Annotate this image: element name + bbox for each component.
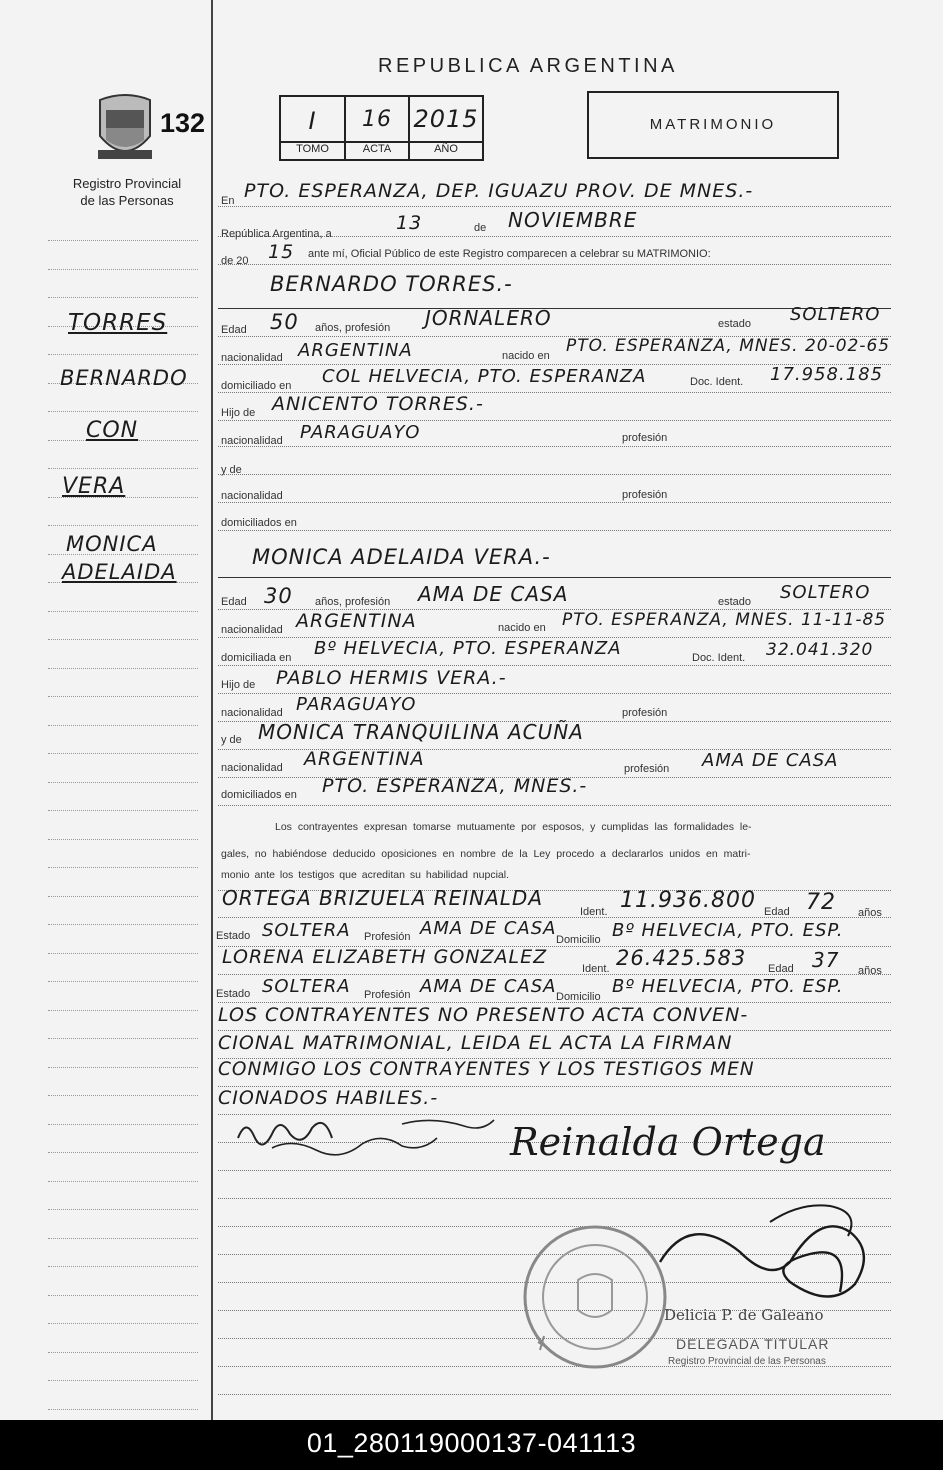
ruled-line bbox=[218, 264, 891, 265]
margin-groom-surname: TORRES bbox=[68, 310, 168, 336]
margin-ruled-line bbox=[48, 1067, 198, 1068]
ceremony-day: 13 bbox=[396, 212, 423, 234]
margin-ruled-line bbox=[48, 411, 198, 412]
margin-ruled-line bbox=[48, 668, 198, 669]
ruled-line bbox=[218, 206, 891, 207]
bride-mother-prof-label: profesión bbox=[624, 763, 670, 775]
margin-ruled-line bbox=[48, 639, 198, 640]
ruled-line bbox=[218, 502, 891, 503]
margin-ruled-line bbox=[48, 1352, 198, 1353]
margin-ruled-line bbox=[48, 525, 198, 526]
margin-ruled-line bbox=[48, 269, 198, 270]
witness-1-age: 72 bbox=[806, 890, 836, 915]
official-registry: Registro Provincial de las Personas bbox=[668, 1356, 826, 1367]
groom-estado-label: estado bbox=[718, 318, 752, 330]
witness-2-domicilio: Bº HELVECIA, PTO. ESP. bbox=[612, 976, 844, 997]
bride-estado: SOLTERO bbox=[780, 582, 871, 603]
witness-2-profesion-label: Profesión bbox=[364, 989, 411, 1001]
bride-estado-label: estado bbox=[718, 596, 752, 608]
groom-domiciliado-label: domiciliado en bbox=[221, 380, 292, 392]
tomo-value: I bbox=[308, 107, 317, 135]
official-signature bbox=[650, 1192, 880, 1322]
notes-line-4: CIONADOS HABILES.- bbox=[218, 1087, 439, 1109]
groom-edad-label: Edad bbox=[221, 324, 247, 336]
groom-mother-nat-label: nacionalidad bbox=[221, 490, 283, 502]
tomo-acta-anio-box bbox=[279, 95, 484, 161]
bride-father: PABLO HERMIS VERA.- bbox=[276, 667, 507, 689]
bride-section-rule bbox=[218, 577, 891, 578]
witness-2-ident: 26.425.583 bbox=[616, 946, 747, 970]
margin-ruled-line bbox=[48, 981, 198, 982]
anio-value: 2015 bbox=[413, 105, 479, 133]
witness-1-anos-label: años bbox=[858, 907, 882, 919]
margin-ruled-line bbox=[48, 810, 198, 811]
margin-ruled-line bbox=[48, 924, 198, 925]
margin-ruled-line bbox=[48, 240, 198, 241]
de20-label: de 20 bbox=[221, 255, 249, 267]
witness-1-domicilio: Bº HELVECIA, PTO. ESP. bbox=[612, 920, 844, 941]
margin-ruled-line bbox=[48, 468, 198, 469]
groom-address: COL HELVECIA, PTO. ESPERANZA bbox=[322, 366, 647, 387]
ruled-line bbox=[218, 446, 891, 447]
groom-domiciliados-label: domiciliados en bbox=[221, 517, 297, 529]
margin-bride-surname: VERA bbox=[62, 474, 126, 499]
bride-doc: 32.041.320 bbox=[766, 640, 874, 660]
bride-address: Bº HELVECIA, PTO. ESPERANZA bbox=[314, 638, 622, 659]
bride-doc-label: Doc. Ident. bbox=[692, 652, 746, 664]
bride-nacido-label: nacido en bbox=[498, 622, 546, 634]
ceremony-year: 15 bbox=[268, 241, 295, 263]
witness-1-profesion-label: Profesión bbox=[364, 931, 411, 943]
ruled-line bbox=[218, 1002, 891, 1003]
notes-line-2: CIONAL MATRIMONIAL, LEIDA EL ACTA LA FIRMAN bbox=[218, 1032, 733, 1054]
margin-divider bbox=[211, 0, 213, 1420]
ruled-line bbox=[218, 474, 891, 475]
bride-mother: MONICA TRANQUILINA ACUÑA bbox=[258, 720, 584, 744]
margin-ruled-line bbox=[48, 1010, 198, 1011]
ruled-line bbox=[218, 1394, 891, 1395]
witness-2-profesion: AMA DE CASA bbox=[420, 976, 557, 997]
groom-father-prof-label: profesión bbox=[622, 432, 668, 444]
type-label: MATRIMONIO bbox=[649, 116, 777, 133]
margin-ruled-line bbox=[48, 953, 198, 954]
margin-ruled-line bbox=[48, 1095, 198, 1096]
ruled-line bbox=[218, 1170, 891, 1171]
groom-father-nat-label: nacionalidad bbox=[221, 435, 283, 447]
official-name: Delicia P. de Galeano bbox=[664, 1306, 824, 1324]
groom-doc-label: Doc. Ident. bbox=[690, 376, 744, 388]
witness-signature: Reinalda Ortega bbox=[510, 1120, 826, 1164]
republica-label: República Argentina, a bbox=[221, 228, 332, 240]
scan-code: 01_280119000137-041113 bbox=[0, 1420, 943, 1470]
groom-estado: SOLTERO bbox=[790, 304, 881, 325]
margin-ruled-line bbox=[48, 867, 198, 868]
witness-2-anos-label: años bbox=[858, 965, 882, 977]
groom-nacido-label: nacido en bbox=[502, 350, 550, 362]
margin-con: CON bbox=[86, 418, 139, 443]
margin-ruled-line bbox=[48, 1181, 198, 1182]
witness-1-ident-label: Ident. bbox=[580, 906, 608, 918]
bride-father-prof-label: profesión bbox=[622, 707, 668, 719]
margin-ruled-line bbox=[48, 297, 198, 298]
witness-2-age: 37 bbox=[812, 948, 840, 972]
acta-value: 16 bbox=[362, 107, 392, 132]
groom-age: 50 bbox=[270, 310, 299, 334]
groom-birth: PTO. ESPERANZA, MNES. 20-02-65 bbox=[566, 336, 891, 356]
bride-edad-label: Edad bbox=[221, 596, 247, 608]
bride-mother-nationality: ARGENTINA bbox=[304, 748, 425, 770]
registry-seal-icon bbox=[92, 90, 158, 166]
official-seal-stamp bbox=[520, 1222, 670, 1372]
bride-domiciliados-label: domiciliados en bbox=[221, 789, 297, 801]
bride-nationality: ARGENTINA bbox=[296, 610, 417, 632]
witness-1-profesion: AMA DE CASA bbox=[420, 918, 557, 939]
margin-bride-middle: ADELAIDA bbox=[62, 560, 177, 584]
registry-number: 132 bbox=[160, 108, 206, 138]
margin-ruled-line bbox=[48, 782, 198, 783]
bride-mother-nat-label: nacionalidad bbox=[221, 762, 283, 774]
witness-2-edad-label: Edad bbox=[768, 963, 794, 975]
margin-groom-name: BERNARDO bbox=[60, 366, 188, 390]
ruled-line bbox=[218, 1030, 891, 1031]
declaration-line-1: Los contrayentes expresan tomarse mutuamente por esposos, y cumplidas las formalidades le- bbox=[275, 821, 752, 833]
margin-ruled-line bbox=[48, 839, 198, 840]
margin-ruled-line bbox=[48, 1238, 198, 1239]
margin-ruled-line bbox=[48, 1266, 198, 1267]
groom-name: BERNARDO TORRES.- bbox=[270, 272, 513, 296]
registry-name-2: de las Personas bbox=[80, 193, 174, 208]
margin-ruled-line bbox=[48, 696, 198, 697]
bride-birth: PTO. ESPERANZA, MNES. 11-11-85 bbox=[562, 610, 887, 630]
margin-ruled-line bbox=[48, 1038, 198, 1039]
groom-nationality: ARGENTINA bbox=[298, 340, 413, 361]
bride-age: 30 bbox=[264, 584, 293, 608]
witness-2-estado: SOLTERA bbox=[262, 976, 351, 997]
witness-1-ident: 11.936.800 bbox=[620, 888, 756, 913]
bride-domiciliada-label: domiciliada en bbox=[221, 652, 292, 664]
ceremony-month: NOVIEMBRE bbox=[508, 208, 638, 232]
margin-ruled-line bbox=[48, 611, 198, 612]
en-label: En bbox=[221, 195, 235, 207]
tomo-label: TOMO bbox=[296, 143, 329, 155]
groom-doc: 17.958.185 bbox=[770, 364, 884, 385]
ceremony-place: PTO. ESPERANZA, DEP. IGUAZU PROV. DE MNES.- bbox=[244, 180, 754, 202]
ruled-line bbox=[218, 530, 891, 531]
type-box bbox=[587, 91, 839, 159]
notes-line-1: LOS CONTRAYENTES NO PRESENTO ACTA CONVEN- bbox=[218, 1004, 749, 1026]
de-label: de bbox=[474, 222, 487, 234]
margin-ruled-line bbox=[48, 896, 198, 897]
bride-father-nat-label: nacionalidad bbox=[221, 707, 283, 719]
witness-1-estado: SOLTERA bbox=[262, 920, 351, 941]
margin-ruled-line bbox=[48, 753, 198, 754]
declaration-line-3: monio ante los testigos que acreditan su habilidad nupcial. bbox=[221, 869, 510, 881]
bride-mother-profession: AMA DE CASA bbox=[702, 750, 839, 771]
groom-yde-label: y de bbox=[221, 464, 242, 476]
margin-ruled-line bbox=[48, 1295, 198, 1296]
ruled-line bbox=[218, 805, 891, 806]
witness-1-edad-label: Edad bbox=[764, 906, 790, 918]
groom-nacionalidad-label: nacionalidad bbox=[221, 352, 283, 364]
groom-mother-prof-label: profesión bbox=[622, 489, 668, 501]
official-title: DELEGADA TITULAR bbox=[676, 1336, 830, 1352]
registry-name-1: Registro Provincial bbox=[72, 176, 182, 191]
bride-father-nationality: PARAGUAYO bbox=[296, 694, 417, 715]
margin-bride-name: MONICA bbox=[66, 532, 158, 556]
margin-ruled-line bbox=[48, 1323, 198, 1324]
witness-2-ident-label: Ident. bbox=[582, 963, 610, 975]
witness-1-domicilio-label: Domicilio bbox=[556, 934, 601, 946]
anio-label: AÑO bbox=[434, 143, 458, 155]
margin-ruled-line bbox=[48, 354, 198, 355]
ruled-line bbox=[218, 665, 891, 666]
notes-line-3: CONMIGO LOS CONTRAYENTES Y LOS TESTIGOS MEN bbox=[218, 1059, 755, 1080]
witness-2-domicilio-label: Domicilio bbox=[556, 991, 601, 1003]
margin-ruled-line bbox=[48, 1152, 198, 1153]
witness-2-estado-label: Estado bbox=[216, 988, 251, 1000]
bride-nacionalidad-label: nacionalidad bbox=[221, 624, 283, 636]
witness-1-estado-label: Estado bbox=[216, 930, 251, 942]
ruled-line bbox=[218, 420, 891, 421]
groom-hijo-label: Hijo de bbox=[221, 407, 256, 419]
contrayentes-signatures bbox=[232, 1108, 502, 1160]
groom-anos-label: años, profesión bbox=[315, 322, 391, 334]
margin-ruled-line bbox=[48, 725, 198, 726]
bride-parents-address: PTO. ESPERANZA, MNES.- bbox=[322, 775, 588, 797]
witness-2-name: LORENA ELIZABETH GONZALEZ bbox=[222, 946, 548, 968]
bride-name: MONICA ADELAIDA VERA.- bbox=[252, 545, 551, 569]
bride-yde-label: y de bbox=[221, 734, 242, 746]
groom-profession: JORNALERO bbox=[425, 306, 552, 330]
intro-statement: ante mí, Oficial Público de este Registro comparecen a celebrar su MATRIMONIO: bbox=[308, 248, 711, 260]
groom-father-nationality: PARAGUAYO bbox=[300, 422, 421, 443]
declaration-line-2: gales, no habiéndose deducido oposiciones en nombre de la Ley procedo a declararlos unidos en matri- bbox=[221, 848, 751, 860]
bride-hijo-label: Hijo de bbox=[221, 679, 256, 691]
margin-ruled-line bbox=[48, 1124, 198, 1125]
groom-father: ANICENTO TORRES.- bbox=[272, 393, 484, 415]
bride-anos-label: años, profesión bbox=[315, 596, 391, 608]
margin-ruled-line bbox=[48, 1209, 198, 1210]
country-title: REPUBLICA ARGENTINA bbox=[378, 55, 678, 77]
witness-1-name: ORTEGA BRIZUELA REINALDA bbox=[222, 886, 544, 910]
margin-ruled-line bbox=[48, 1409, 198, 1410]
margin-ruled-line bbox=[48, 1380, 198, 1381]
acta-label: ACTA bbox=[362, 143, 392, 155]
bride-profession: AMA DE CASA bbox=[418, 582, 569, 606]
